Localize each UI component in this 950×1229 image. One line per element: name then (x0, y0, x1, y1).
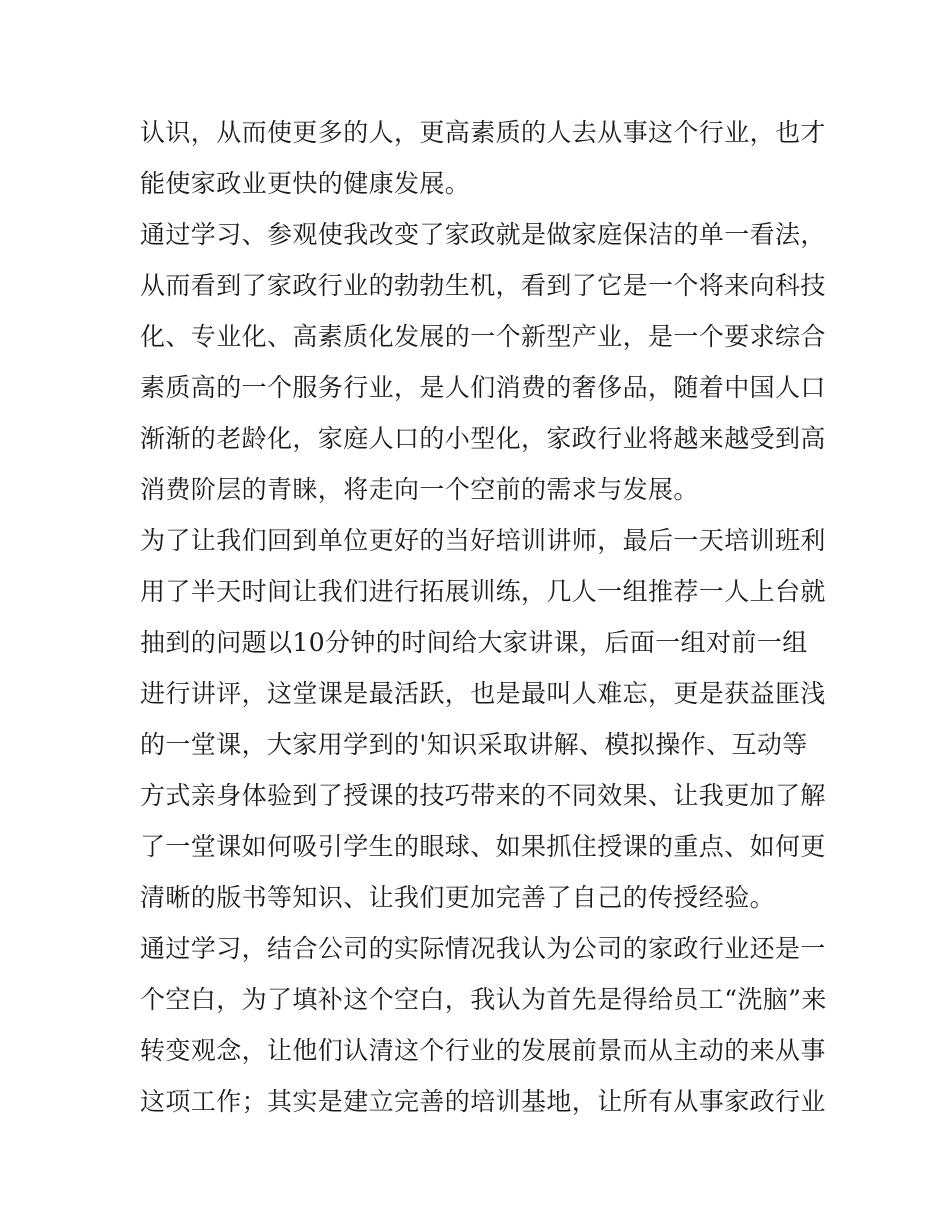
text-line: 清晰的版书等知识、让我们更加完善了自己的传授经验。 (140, 883, 776, 912)
text-line: 能使家政业更快的健康发展。 (140, 169, 471, 198)
body-text (140, 107, 827, 1127)
text-line: 这项工作；其实是建立完善的培训基地，让所有从事家政行业 (140, 1087, 826, 1116)
text-line: 化、专业化、高素质化发展的一个新型产业，是一个要求综合 (140, 322, 826, 351)
text-line: 从而看到了家政行业的勃勃生机，看到了它是一个将来向科技 (140, 271, 826, 300)
text-line: 个空白，为了填补这个空白，我认为首先是得给员工“洗脑”来 (140, 985, 827, 1014)
text-line: 通过学习、参观使我改变了家政就是做家庭保洁的单一看法， (140, 220, 826, 249)
text-line: 认识，从而使更多的人，更高素质的人去从事这个行业，也才 (140, 118, 826, 147)
text-line: 抽到的问题以10分钟的时间给大家讲课，后面一组对前一组 (140, 628, 808, 657)
text-line: 方式亲身体验到了授课的技巧带来的不同效果、让我更加了解 (140, 781, 826, 810)
text-line: 转变观念，让他们认清这个行业的发展前景而从主动的来从事 (140, 1036, 826, 1065)
text-line: 消费阶层的青睐，将走向一个空前的需求与发展。 (140, 475, 699, 504)
text-line: 为了让我们回到单位更好的当好培训讲师，最后一天培训班利 (140, 526, 826, 555)
text-line: 渐渐的老龄化，家庭人口的小型化，家政行业将越来越受到高 (140, 424, 826, 453)
text-line: 用了半天时间让我们进行拓展训练，几人一组推荐一人上台就 (140, 577, 826, 606)
text-line: 素质高的一个服务行业，是人们消费的奢侈品，随着中国人口 (140, 373, 826, 402)
text-line: 的一堂课，大家用学到的'知识采取讲解、模拟操作、互动等 (140, 730, 808, 759)
text-line: 通过学习，结合公司的实际情况我认为公司的家政行业还是一 (140, 934, 826, 963)
text-line: 了一堂课如何吸引学生的眼球、如果抓住授课的重点、如何更 (140, 832, 826, 861)
text-line: 进行讲评，这堂课是最活跃，也是最叫人难忘，更是获益匪浅 (140, 679, 826, 708)
